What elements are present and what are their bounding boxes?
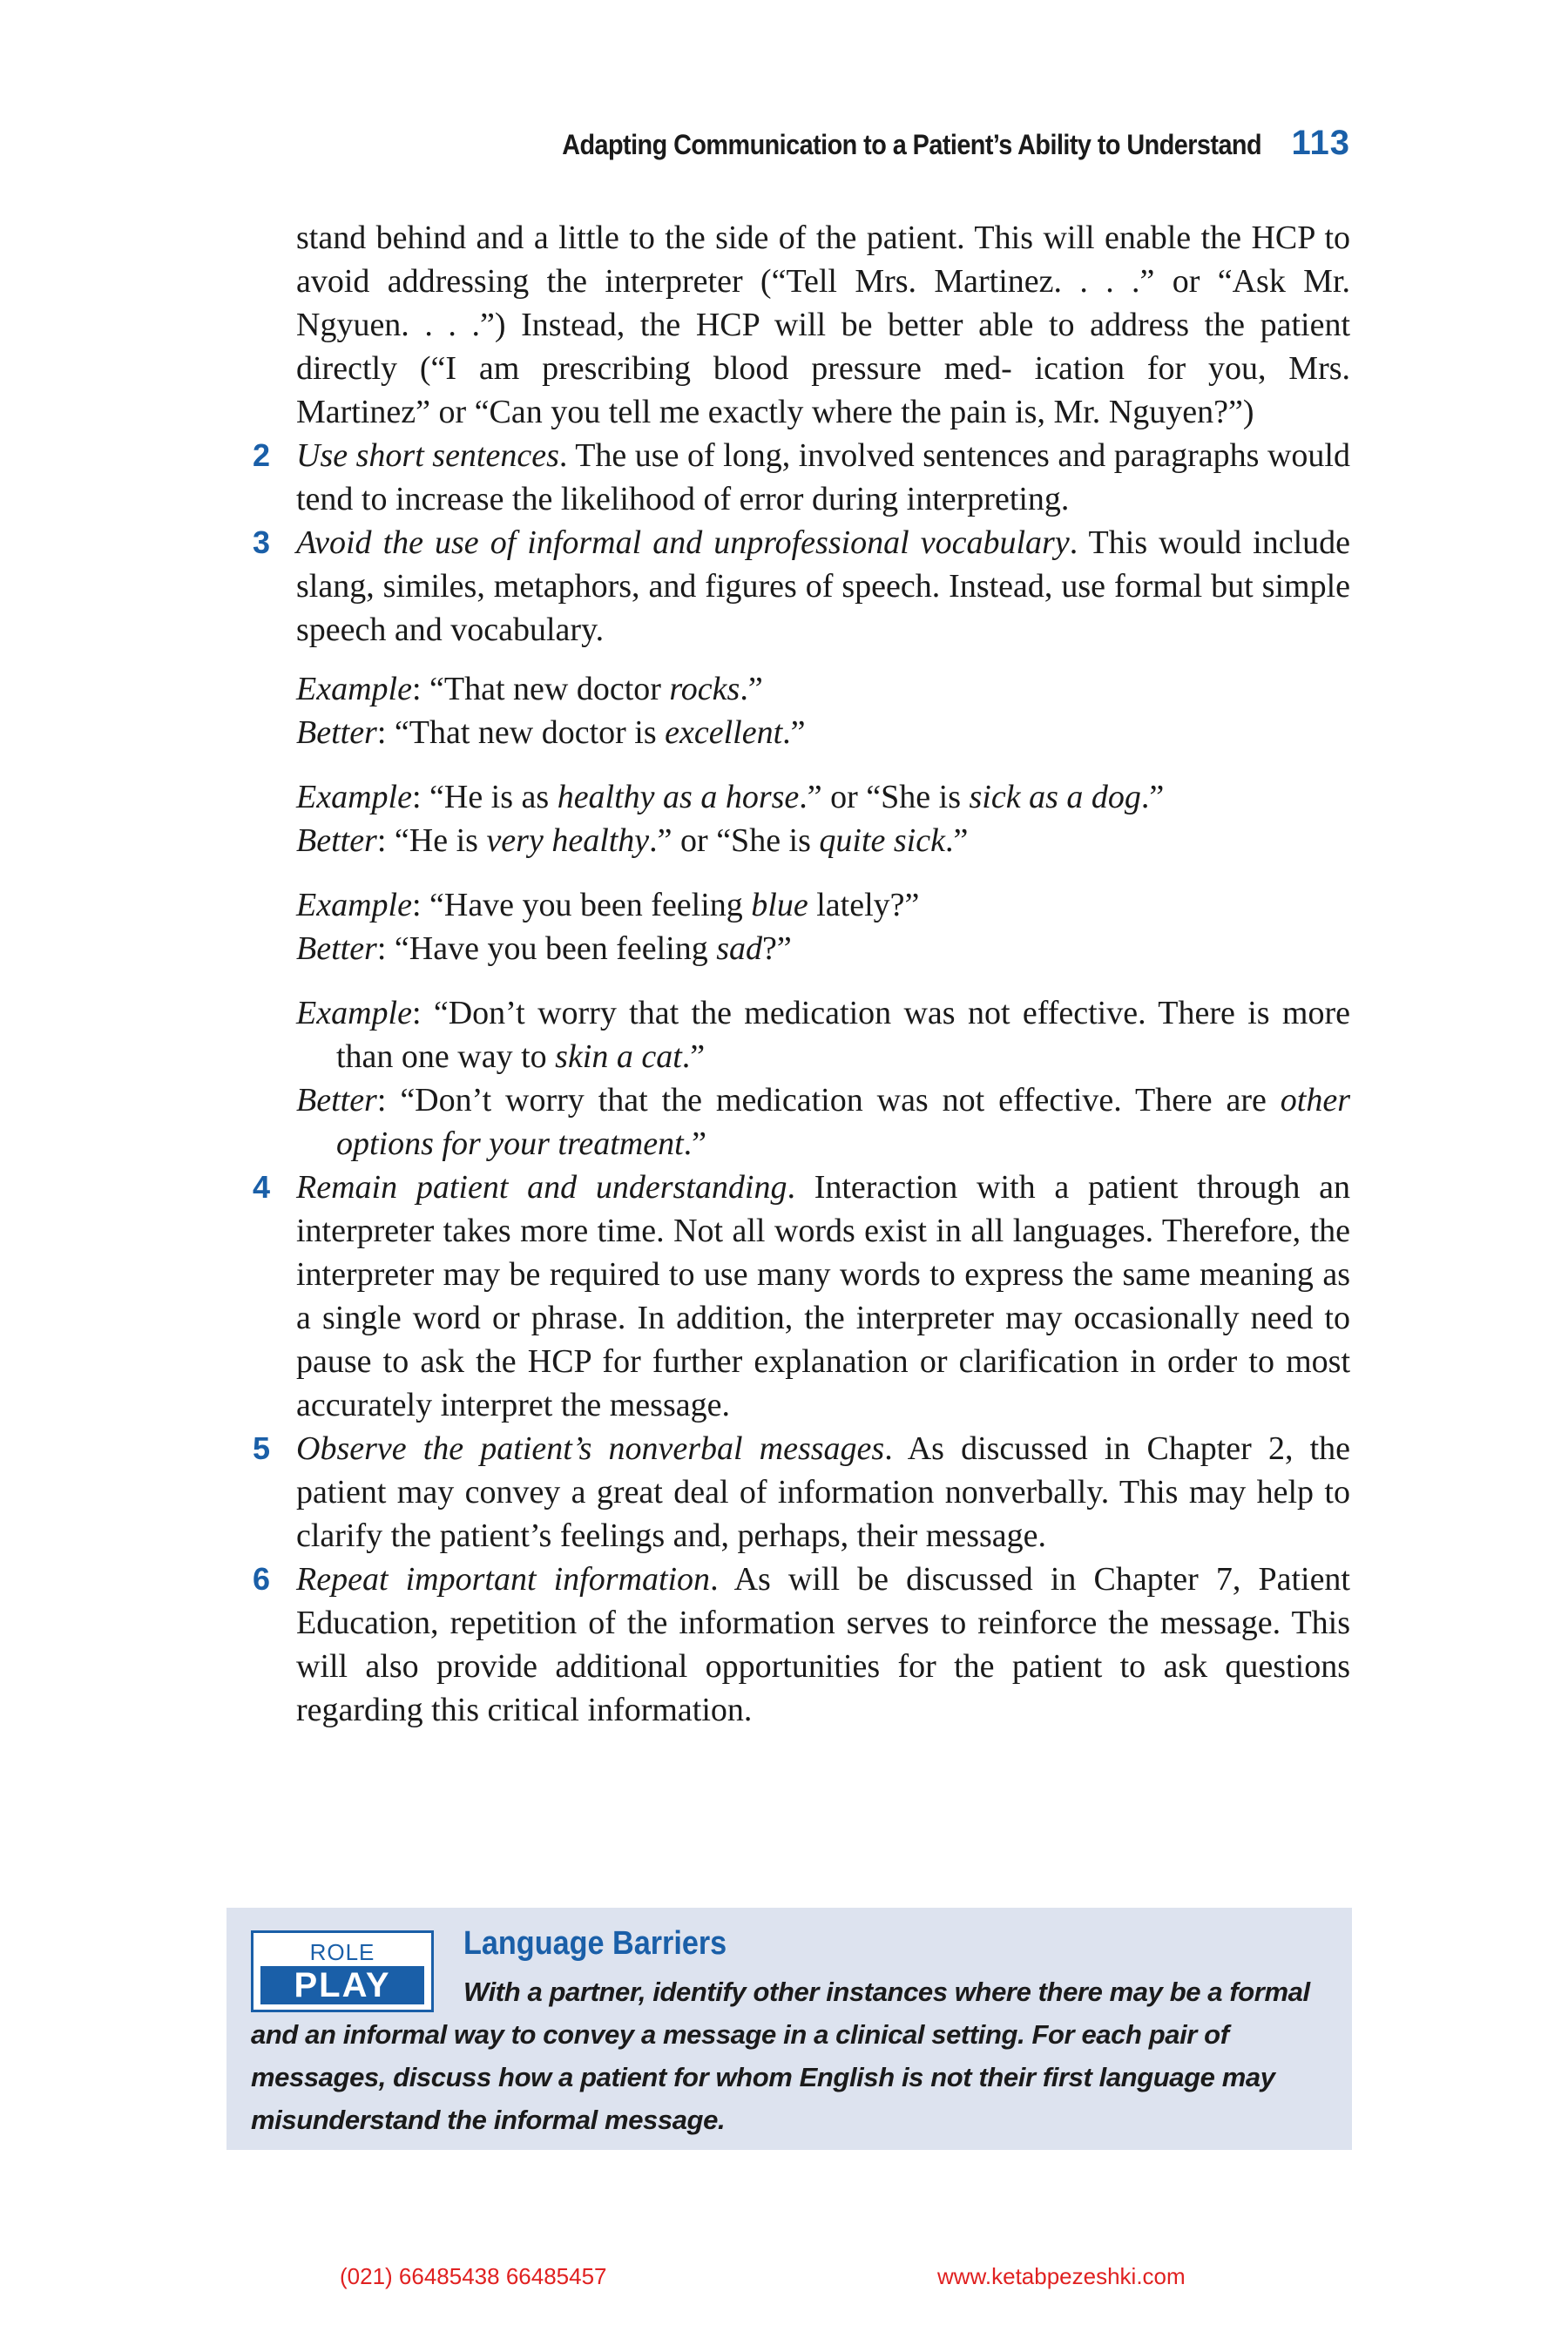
better-label: Better <box>296 930 377 967</box>
list-item-number: 3 <box>253 524 271 560</box>
better-label: Better <box>296 714 377 751</box>
main-text <box>253 216 1350 1732</box>
list-item-heading: Avoid the use of informal and unprofessional vocabulary <box>296 524 1070 561</box>
footer-website: www.ketabpezeshki.com <box>937 2263 1186 2289</box>
page-header <box>287 124 1350 163</box>
better-label: Better <box>296 822 377 859</box>
intro-line: ication for you, Mrs. Martinez” or “Can you tell me exactly where <box>296 350 1351 430</box>
list-item <box>253 1166 1350 1427</box>
list-item-heading: Observe the patient’s nonverbal messages <box>296 1430 885 1467</box>
better-line: Better: “He is very healthy.” or “She is quite sick.” <box>296 822 969 859</box>
intro-line: the pain is, Mr. Nguyen?”) <box>901 394 1254 430</box>
list-item-text: . Interaction with a patient through an interpreter takes more time. Not all words exist in all languages. Therefore, the interpreter may be required to use many words to express the same meaning as a single word or phrase. In addition, the interpreter may occasionally need to pause to ask the HCP for further explanation or clarification in order to most accurately interpret the message. <box>296 1169 1350 1423</box>
intro-line: the HCP to avoid addressing the interpreter (“Tell Mrs. Martinez. . . .” <box>296 220 1350 300</box>
example-pair <box>296 667 1350 754</box>
examples-block <box>296 667 1350 1166</box>
better-line: Better: “Have you been feeling sad?” <box>296 930 792 967</box>
list-item-text: . The use of long, involved sentences and paragraphs would tend to increase the likelihood of error during interpreting. <box>296 437 1350 517</box>
example-label: Example <box>296 671 412 707</box>
example-pair <box>296 775 1350 862</box>
example-line: Example: “He is as healthy as a horse.” or “She is sick as a dog.” <box>296 779 1165 815</box>
example-label: Example <box>296 995 412 1031</box>
example-label: Example <box>296 887 412 923</box>
role-play-title: Language Barriers <box>463 1925 727 1962</box>
list-item <box>253 1558 1350 1732</box>
list-item-number: 2 <box>253 437 271 473</box>
footer-phone: (021) 66485438 66485457 <box>340 2263 607 2289</box>
role-play-box <box>226 1908 1352 2150</box>
better-label: Better <box>296 1082 377 1119</box>
better-line: Better: “That new doctor is excellent.” <box>296 714 806 751</box>
page-footer <box>0 2263 1568 2298</box>
role-play-badge-top: ROLE <box>309 1939 375 1965</box>
list-item-number: 6 <box>253 1561 271 1597</box>
running-title: Adapting Communication to a Patient’s Ability to Understand <box>562 129 1262 160</box>
list-item-text: . This would include slang, similes, metaphors, and figures of speech. Instead, use formal but simple speech and vocabulary. <box>296 524 1351 648</box>
example-pair <box>296 883 1350 970</box>
list-item-number: 4 <box>253 1169 271 1205</box>
list-item <box>253 521 1351 652</box>
list-item <box>253 1427 1350 1558</box>
list-item-number: 5 <box>253 1430 271 1466</box>
example-line: Example: “Don’t worry that the medication was not effective. There is more than one way to skin a cat.” <box>296 995 1350 1075</box>
intro-line: stand behind and a little to the side of the patient. This will enable <box>296 220 1192 256</box>
example-line: Example: “That new doctor rocks.” <box>296 671 763 707</box>
list-item-text: . As will be discussed in Chapter 7, Patient Education, repetition of the information serves to reinforce the message. This will also provide additional opportunities for the patient to ask questions regarding this critical information. <box>296 1561 1350 1728</box>
intro-line: or “Ask Mr. Ngyuen. . . .”) Instead, the HCP will be better able to <box>296 263 1351 343</box>
example-line: Example: “Have you been feeling blue lately?” <box>296 887 920 923</box>
list-item-heading: Repeat important information <box>296 1561 711 1598</box>
list-item-heading: Use short sentences <box>296 437 559 474</box>
intro-paragraph <box>296 216 1350 434</box>
list-item-heading: Remain patient and understanding <box>296 1169 787 1206</box>
role-play-body: With a partner, identify other instances where there may be a formal and an informal way to convey a message in a clinical setting. For each pair of messages, discuss how a patient for whom English is not their first language may misunderstand the informal message. <box>251 1977 1310 2135</box>
better-line: Better: “Don’t worry that the medication was not effective. There are other options for your treatment.” <box>296 1082 1350 1162</box>
list-item-text: . As discussed in Chapter 2, the patient may convey a great deal of information nonverbally. This may help to clarify the patient’s feelings and, perhaps, their message. <box>296 1430 1350 1554</box>
page-number: 113 <box>1291 124 1350 162</box>
example-pair <box>296 991 1350 1166</box>
list-item <box>253 434 1350 521</box>
role-play-badge-bottom: PLAY <box>260 1966 424 2004</box>
example-label: Example <box>296 779 412 815</box>
intro-line: address the patient directly (“I am prescribing blood pressure med- <box>296 307 1350 387</box>
